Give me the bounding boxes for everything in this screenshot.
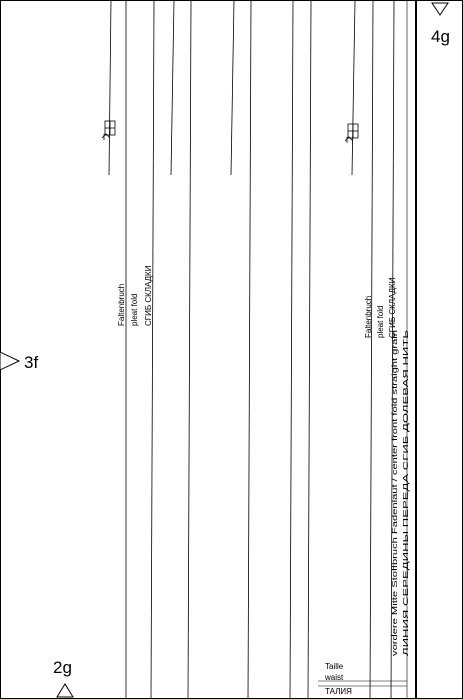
pleat-arrow-icon bbox=[102, 121, 115, 140]
pleat-left-de: Faltenbruch bbox=[117, 283, 126, 326]
center-front-line1: vordere Mitte Stoffbruch Fadenlauf / center front fold straight grain bbox=[390, 436, 399, 656]
pleat-arrow-icon bbox=[345, 124, 358, 143]
pattern-line bbox=[188, 0, 191, 699]
center-front-label bbox=[390, 330, 410, 656]
pattern-lines bbox=[109, 0, 394, 699]
marker-label-3f: 3f bbox=[24, 353, 39, 372]
pattern-line bbox=[109, 0, 111, 175]
pleat-left-en: pleat fold bbox=[130, 293, 139, 326]
marker-triangle-3f bbox=[0, 352, 19, 370]
pattern-line bbox=[151, 0, 154, 699]
marker-label-4g: 4g bbox=[431, 27, 450, 46]
waist-label-ru: ТАЛИЯ bbox=[325, 687, 352, 696]
pattern-line bbox=[352, 0, 355, 175]
pattern-line bbox=[171, 0, 174, 175]
pleat-right-en: pleat fold bbox=[376, 305, 385, 338]
pattern-line bbox=[231, 0, 234, 175]
pattern-line bbox=[248, 0, 251, 699]
pattern-line bbox=[290, 0, 293, 699]
pleat-fold-label-right bbox=[364, 277, 397, 338]
waist-label-de: Taille bbox=[325, 662, 344, 671]
pleat-fold-label-left bbox=[117, 265, 153, 326]
marker-triangle-4g bbox=[432, 3, 448, 15]
pattern-line bbox=[370, 0, 373, 699]
marker-triangle-2g bbox=[57, 684, 73, 697]
waist-label-en: waist bbox=[325, 673, 344, 682]
pleat-right-de: Faltenbruch bbox=[364, 295, 373, 338]
center-front-line2: ЛИНИЯ СЕРЕДИНЫ ПЕРЕДА СГИБ ДОЛЕВАЯ НИТЬ bbox=[401, 469, 410, 656]
pleat-left-ru: СГИБ СКЛАДКИ bbox=[144, 265, 153, 326]
pattern-line bbox=[308, 0, 311, 699]
pleat-right-ru: СГИБ СКЛАДКИ bbox=[388, 277, 397, 338]
marker-label-2g: 2g bbox=[53, 658, 72, 677]
